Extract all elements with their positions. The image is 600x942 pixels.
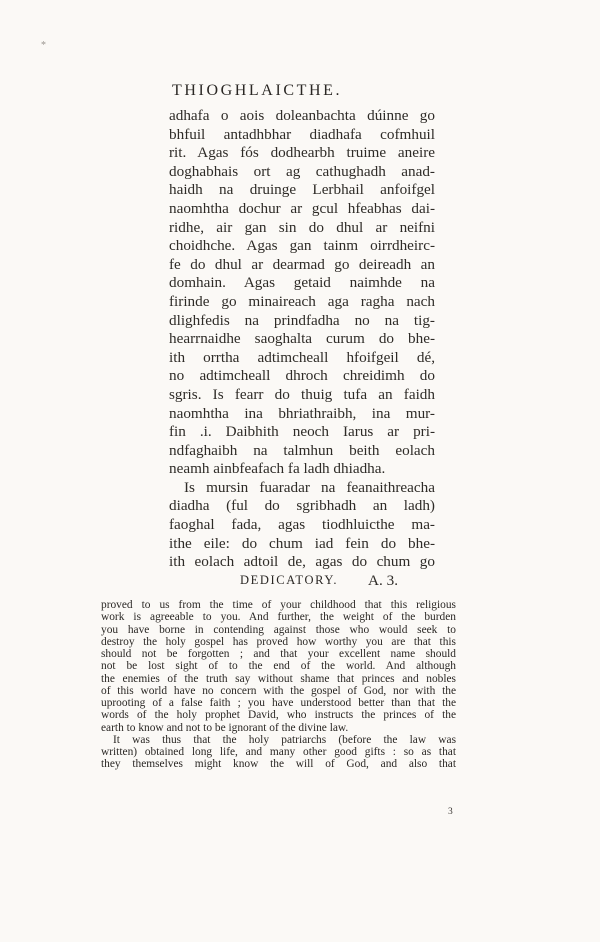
gaelic-line: dlighfedis na prindfadha no na tig- (169, 311, 435, 329)
english-line: uprooting of a false faith ; you have understood better than that the (101, 697, 456, 709)
english-line: you have borne in contending against those who would seek to (101, 623, 456, 636)
gaelic-line: rit. Agas fós dodhearbh truime aneire (169, 144, 435, 162)
gaelic-line: fin .i. Daibhith neoch Iarus ar pri- (169, 423, 435, 441)
gaelic-line: ridhe, air gan sin do dhul ar neifni (169, 218, 435, 236)
gaelic-line: hearrnaidhe saoghalta curum do bhe- (169, 330, 435, 348)
gaelic-line: faoghal fada, agas tiodhluicthe ma- (169, 516, 435, 534)
gaelic-signature-mark: A. 3. (368, 571, 398, 589)
gaelic-line: domhain. Agas getaid naimhde na (169, 274, 435, 292)
gaelic-line: haidh na druinge Lerbhail anfoifgel (169, 181, 435, 199)
gaelic-line: Is mursin fuaradar na feanaithreacha (184, 478, 435, 496)
gaelic-line: bhfuil antadhbhar diadhafa cofmhuil (169, 125, 435, 143)
gaelic-line: naomhtha ina bhriathraibh, ina mur- (169, 404, 435, 422)
page-number: 3 (448, 807, 453, 817)
english-line: of this world have no concern with the gospel of God, nor with the (101, 684, 456, 697)
gaelic-line: ndfaghaibh na talmhun beith eolach (169, 441, 435, 459)
gaelic-line: choidhche. Agas gan tainm oirrdheirc- (169, 237, 435, 255)
english-line: earth to know and not to be ignorant of the divine law. (101, 721, 349, 734)
gaelic-line: fe do dhul ar dearmad go deireadh an (169, 255, 435, 273)
gaelic-line: adhafa o aois doleanbachta dúinne go (169, 107, 435, 124)
english-text-block (101, 599, 456, 771)
gaelic-line: no adtimcheall dhroch chreidimh do (169, 367, 435, 385)
english-line: words of the holy prophet David, who instructs the princes of the (101, 709, 456, 722)
english-line: should not be forgotten ; and that your excellent name should (101, 648, 456, 660)
margin-mark: * (41, 40, 46, 51)
gaelic-line: naomhtha dochur ar gcul hfeabhas dai- (169, 199, 435, 217)
gaelic-line: diadha (ful do sgribhadh an ladh) (169, 497, 435, 515)
gaelic-line: firinde go minaireach aga ragha nach (169, 292, 435, 310)
english-line: destroy the holy gospel has proved how worthy you are that this (101, 635, 456, 648)
gaelic-text-block (169, 107, 435, 590)
english-line: proved to us from the time of your childhood that this religious (101, 599, 456, 611)
english-line: work is agreeable to you. And further, the weight of the burden (101, 611, 456, 624)
gaelic-line: ith orrtha adtimcheall hfoifgeil dé, (169, 348, 435, 366)
gaelic-line: ithe eile: do chum iad fein do bhe- (169, 534, 435, 552)
gaelic-running-title: THIOGHLAICTHE. (172, 82, 343, 99)
english-line: written) obtained long life, and many other good gifts : so as that (101, 746, 456, 758)
english-line: not be lost sight of to the end of the world. And although (101, 660, 456, 673)
gaelic-line: neamh ainbfeafach fa ladh dhiadha. (169, 460, 386, 478)
english-line: they themselves might know the will of God, and also that (101, 758, 456, 771)
gaelic-line: ith eolach adtoil de, agas do chum go (169, 553, 435, 571)
gaelic-line: sgris. Is fearr do thuig tufa an faidh (169, 385, 435, 403)
gaelic-line: doghabhais ort ag cathughadh anad- (169, 162, 435, 180)
english-line: It was thus that the holy patriarchs (before the law was (113, 733, 456, 746)
english-line: the enemies of the truth say without shame that princes and nobles (101, 672, 456, 685)
english-running-title: DEDICATORY. (240, 573, 339, 587)
